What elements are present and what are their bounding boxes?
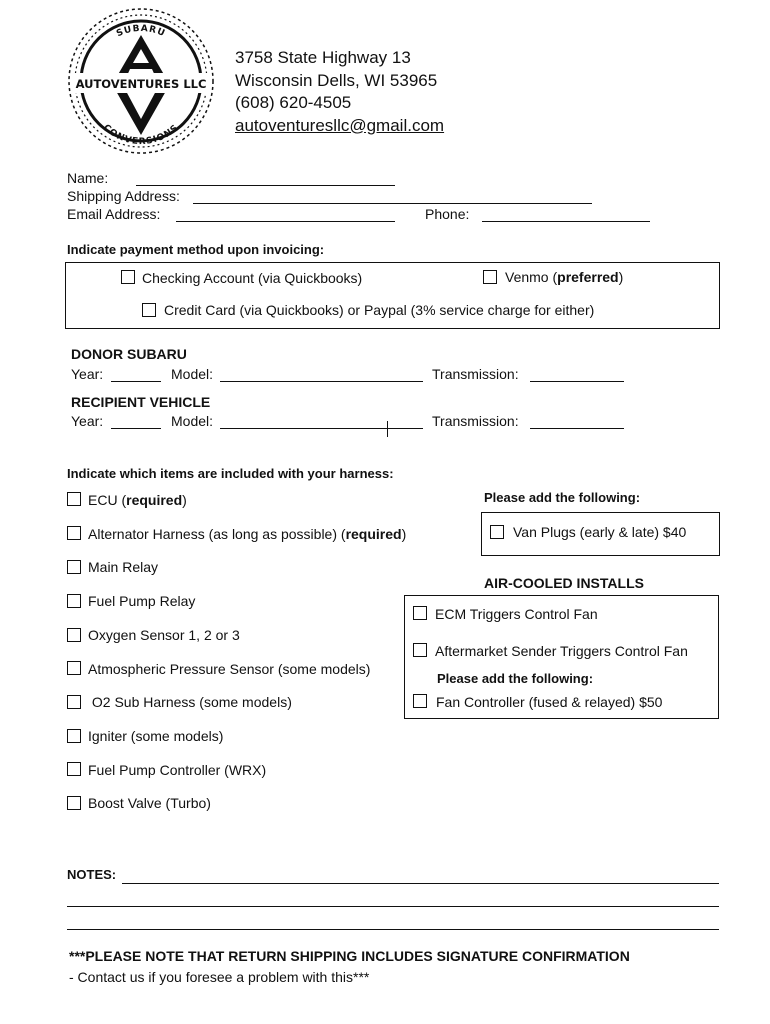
atmospheric-pressure-sensor-checkbox[interactable]: [67, 661, 81, 675]
recipient-year-label: Year:: [71, 413, 104, 429]
notes-line-1[interactable]: [122, 883, 719, 884]
credit-card-label: Credit Card (via Quickbooks) or Paypal (3% service charge for either): [164, 302, 595, 318]
phone-field[interactable]: [482, 221, 650, 222]
fuel-pump-controller-checkbox[interactable]: [67, 762, 81, 776]
recipient-transmission-field[interactable]: [530, 428, 624, 429]
donor-year-label: Year:: [71, 366, 104, 382]
venmo-checkbox[interactable]: [483, 270, 497, 284]
donor-transmission-label: Transmission:: [432, 366, 519, 382]
company-street: 3758 State Highway 13: [235, 48, 411, 67]
name-label: Name:: [67, 170, 109, 186]
email-address-label: Email Address:: [67, 206, 161, 222]
harness-heading: Indicate which items are included with your harness:: [67, 466, 394, 481]
logo-name: AUTOVENTURES LLC: [75, 77, 207, 91]
addons-heading: Please add the following:: [484, 490, 641, 505]
notes-line-3[interactable]: [67, 929, 719, 930]
main-relay-label: Main Relay: [88, 559, 159, 575]
notes-line-2[interactable]: [67, 906, 719, 907]
recipient-year-field[interactable]: [111, 428, 161, 429]
notes-label: NOTES:: [67, 867, 117, 882]
phone-label: Phone:: [425, 206, 470, 222]
ecm-triggers-label: ECM Triggers Control Fan: [435, 606, 598, 622]
email-address-field[interactable]: [176, 221, 395, 222]
fuel-pump-relay-checkbox[interactable]: [67, 594, 81, 608]
logo-bottom-text: CONVERSIONS: [100, 122, 182, 148]
donor-transmission-field[interactable]: [530, 381, 624, 382]
donor-year-field[interactable]: [111, 381, 161, 382]
donor-model-label: Model:: [171, 366, 214, 382]
oxygen-sensor-label: Oxygen Sensor 1, 2 or 3: [88, 627, 240, 643]
recipient-model-field[interactable]: [220, 428, 423, 429]
venmo-label: Venmo (preferred): [505, 269, 624, 285]
donor-model-field[interactable]: [220, 381, 423, 382]
alternator-harness-label: Alternator Harness (as long as possible) (required): [88, 526, 407, 542]
checking-account-label: Checking Account (via Quickbooks): [142, 270, 363, 286]
main-relay-checkbox[interactable]: [67, 560, 81, 574]
checking-account-checkbox[interactable]: [121, 270, 135, 284]
fuel-pump-controller-label: Fuel Pump Controller (WRX): [88, 762, 267, 778]
shipping-address-field[interactable]: [193, 203, 592, 204]
van-plugs-checkbox[interactable]: [490, 525, 504, 539]
alternator-harness-checkbox[interactable]: [67, 526, 81, 540]
aftermarket-sender-checkbox[interactable]: [413, 643, 427, 657]
recipient-heading: RECIPIENT VEHICLE: [71, 394, 211, 410]
name-field[interactable]: [136, 185, 395, 186]
shipping-notice: ***PLEASE NOTE THAT RETURN SHIPPING INCLUDES SIGNATURE CONFIRMATION: [69, 948, 630, 964]
company-email-link[interactable]: autoventuresllc@gmail.com: [235, 115, 445, 135]
text-cursor: [387, 421, 388, 437]
air-cooled-add-heading: Please add the following:: [437, 671, 594, 686]
boost-valve-label: Boost Valve (Turbo): [88, 795, 211, 811]
o2-sub-harness-label: O2 Sub Harness (some models): [88, 694, 292, 710]
boost-valve-checkbox[interactable]: [67, 796, 81, 810]
fan-controller-checkbox[interactable]: [413, 694, 427, 708]
company-city: Wisconsin Dells, WI 53965: [235, 70, 438, 90]
oxygen-sensor-checkbox[interactable]: [67, 628, 81, 642]
aftermarket-sender-label: Aftermarket Sender Triggers Control Fan: [435, 643, 688, 659]
ecu-label: ECU (required): [88, 492, 187, 508]
shipping-address-label: Shipping Address:: [67, 188, 180, 204]
ecu-checkbox[interactable]: [67, 492, 81, 506]
air-cooled-heading: AIR-COOLED INSTALLS: [484, 575, 644, 591]
atmospheric-pressure-sensor-label: Atmospheric Pressure Sensor (some models): [88, 661, 371, 677]
credit-card-checkbox[interactable]: [142, 303, 156, 317]
fan-controller-label: Fan Controller (fused & relayed) $50: [436, 694, 663, 710]
payment-heading: Indicate payment method upon invoicing:: [67, 242, 325, 257]
ecm-triggers-checkbox[interactable]: [413, 606, 427, 620]
fuel-pump-relay-label: Fuel Pump Relay: [88, 593, 196, 609]
logo-top-text: SUBARU: [115, 23, 167, 40]
van-plugs-label: Van Plugs (early & late) $40: [513, 524, 687, 540]
igniter-label: Igniter (some models): [88, 728, 224, 744]
recipient-transmission-label: Transmission:: [432, 413, 519, 429]
o2-sub-harness-checkbox[interactable]: [67, 695, 81, 709]
igniter-checkbox[interactable]: [67, 729, 81, 743]
company-logo: [66, 5, 216, 157]
shipping-notice-contact: - Contact us if you foresee a problem with this***: [69, 969, 370, 985]
company-phone: (608) 620-4505: [235, 93, 352, 112]
donor-heading: DONOR SUBARU: [71, 346, 187, 362]
recipient-model-label: Model:: [171, 413, 214, 429]
